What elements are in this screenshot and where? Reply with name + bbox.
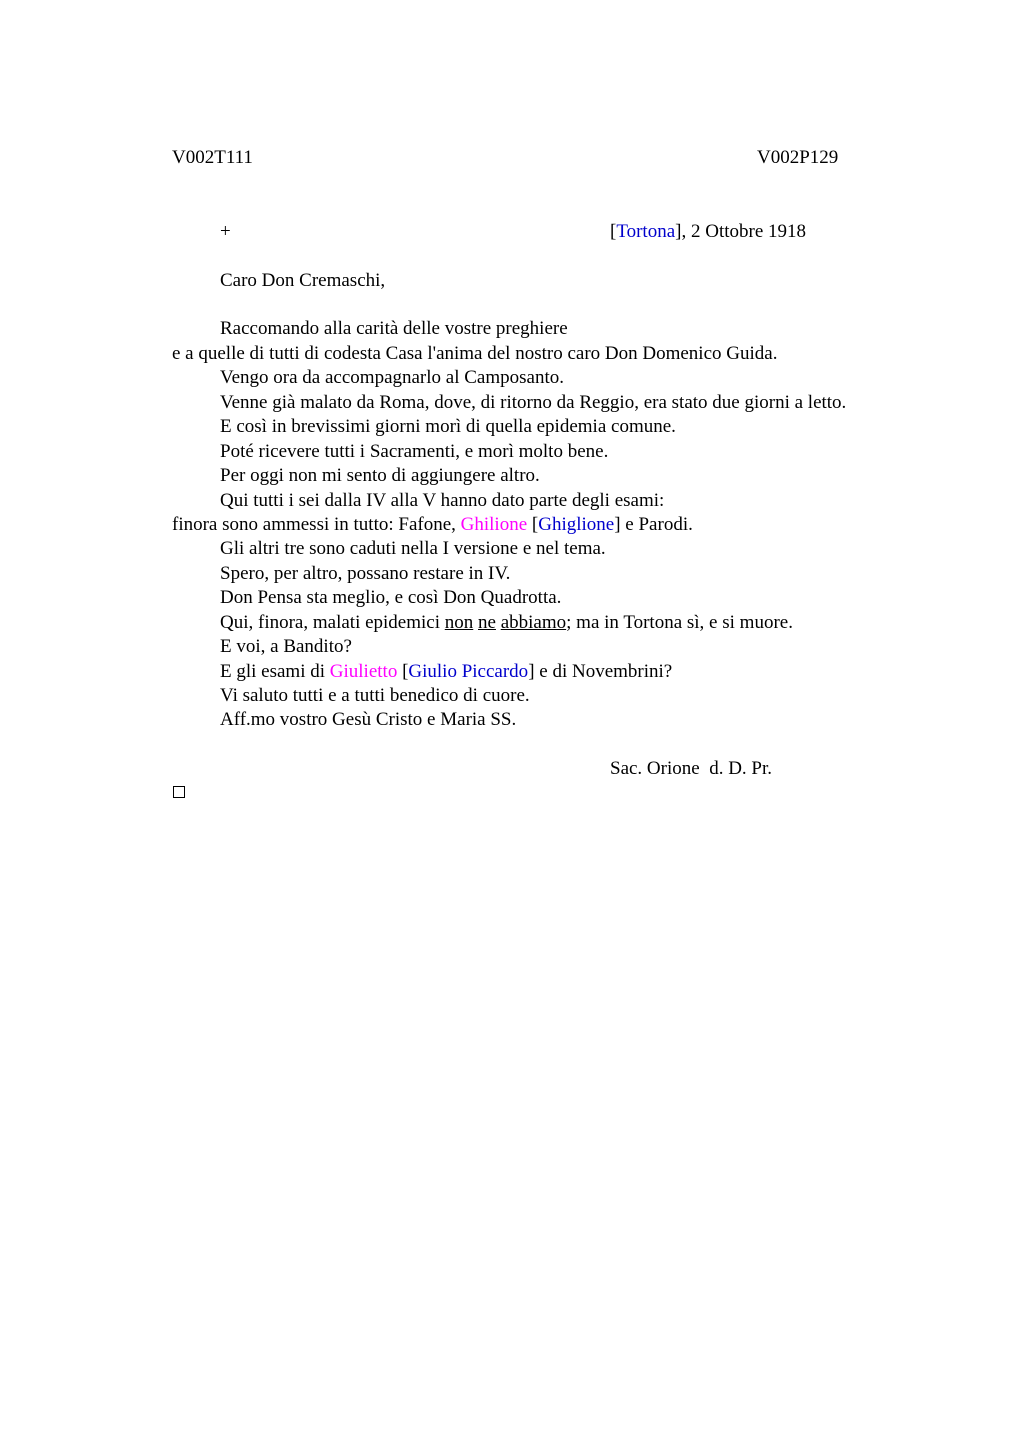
body-line: Aff.mo vostro Gesù Cristo e Maria SS.	[220, 709, 517, 730]
place-name: Tortona	[616, 221, 676, 242]
letter-date-line	[610, 220, 806, 244]
header-right-code: V002P129	[757, 147, 839, 168]
body-line: Venne già malato da Roma, dove, di ritorno da Reggio, era stato due giorni a letto.	[220, 392, 847, 413]
text-segment: Qui, finora, malati epidemici	[220, 612, 445, 633]
cross-mark: +	[220, 221, 231, 242]
body-line: Per oggi non mi sento di aggiungere altro.	[220, 465, 540, 486]
body-line: Vi saluto tutti e a tutti benedico di cuore.	[220, 685, 530, 706]
empty-square-icon	[173, 786, 185, 798]
underlined-word: abbiamo	[500, 612, 567, 633]
text-segment: [	[527, 514, 539, 535]
body-line: Poté ricevere tutti i Sacramenti, e morì molto bene.	[220, 441, 609, 462]
date-text: ], 2 Ottobre 1918	[675, 221, 807, 242]
original-name: Giulietto	[329, 661, 398, 682]
body-line: Gli altri tre sono caduti nella I versione e nel tema.	[220, 538, 606, 559]
text-segment: ] e Parodi.	[614, 514, 693, 535]
editor-correction: Ghiglione	[538, 514, 615, 535]
body-line: E voi, a Bandito?	[220, 636, 352, 657]
body-line: Vengo ora da accompagnarlo al Camposanto.	[220, 367, 564, 388]
body-line: E così in brevissimi giorni morì di quella epidemia comune.	[220, 416, 676, 437]
text-segment: ; ma in Tortona sì, e si muore.	[566, 612, 793, 633]
body-line	[220, 611, 793, 635]
underlined-word: non	[444, 612, 474, 633]
underlined-word: ne	[478, 612, 496, 633]
body-line	[220, 660, 672, 684]
body-line: Spero, per altro, possano restare in IV.	[220, 563, 511, 584]
salutation: Caro Don Cremaschi,	[220, 270, 386, 291]
header-left-code: V002T111	[172, 147, 253, 168]
signature: Sac. Orione d. D. Pr.	[610, 758, 773, 779]
body-line: Don Pensa sta meglio, e così Don Quadrotta.	[220, 587, 562, 608]
original-name: Ghilione	[460, 514, 528, 535]
body-line: e a quelle di tutti di codesta Casa l'anima del nostro caro Don Domenico Guida.	[172, 343, 778, 364]
body-line: Qui tutti i sei dalla IV alla V hanno dato parte degli esami:	[220, 490, 665, 511]
text-segment: E gli esami di	[220, 661, 330, 682]
text-segment: ] e di Novembrini?	[528, 661, 673, 682]
bracket-open: [	[610, 221, 617, 242]
body-line: Raccomando alla carità delle vostre preghiere	[220, 318, 568, 339]
body-line	[172, 513, 693, 537]
text-segment: finora sono ammessi in tutto: Fafone,	[172, 514, 461, 535]
text-segment: [	[397, 661, 409, 682]
editor-correction: Giulio Piccardo	[408, 661, 529, 682]
